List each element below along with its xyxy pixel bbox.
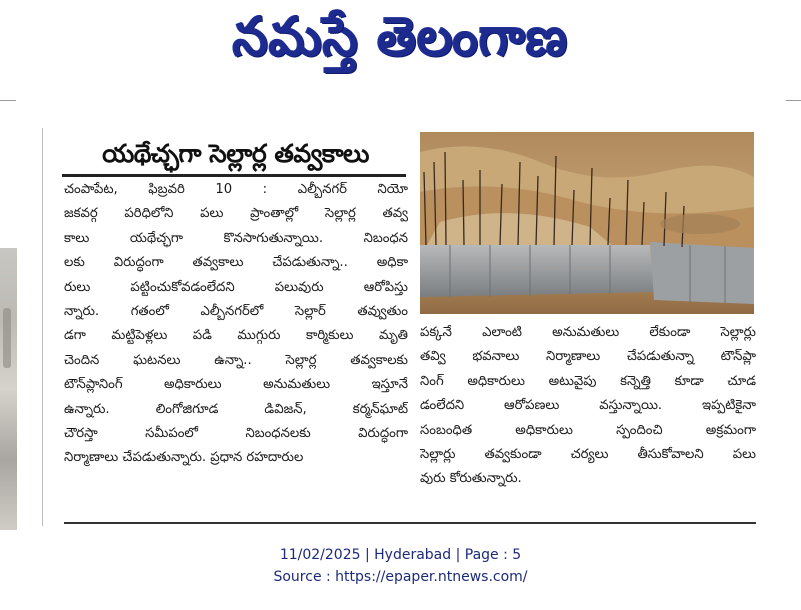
article-text-line: సంబంధిత అధికారులు స్పందించి అక్రమంగా — [420, 422, 756, 438]
adjacent-clipping-image — [0, 248, 17, 530]
article-text-line: చౌరస్తా సమీపంలో నిబంధనలకు విరుద్ధంగా — [64, 426, 408, 442]
article-text-line: సెల్లార్లు తవ్వకుండా చర్యలు తీసుకోవాలని పలు — [420, 447, 756, 463]
article-text-line: డగా మట్టిపెళ్లలు పడి ముగ్గురు కార్మికులు మృతి — [64, 328, 408, 344]
article-text-line: తవ్వి భవనాలు నిర్మాణాలు చేపడుతున్నా టౌన్‌ప్లా — [420, 349, 756, 365]
article-text-line: వురు కోరుతున్నారు. — [420, 471, 522, 487]
headline-underline — [62, 174, 406, 177]
article-bottom-rule — [64, 522, 756, 524]
article-photo — [420, 132, 754, 314]
article-text-line: టౌన్‌ప్లానింగ్ అధికారులు అనుమతులు ఇస్తూనే — [64, 377, 408, 393]
source-link[interactable]: Source : https://epaper.ntnews.com/ — [273, 569, 528, 585]
article-text-line: డంలేదని ఆరోపణలు వస్తున్నాయి. ఇప్పటికైనా — [420, 398, 756, 414]
masthead-title: నమస్తే తెలంగాణ — [232, 4, 569, 68]
article-text-line: పక్కనే ఎలాంటి అనుమతులు లేకుండా సెల్లార్లు — [420, 325, 756, 340]
article-text-line: రులు పట్టించుకోవడంలేదని పలువురు ఆరోపిస్తు — [64, 279, 408, 295]
divider — [0, 100, 16, 101]
masthead — [0, 4, 801, 78]
excavation-photo-icon — [420, 132, 754, 314]
article-text-line: చెందిన ఘటనలు ఉన్నా.. సెల్లార్ల తవ్వకాలకు — [64, 352, 408, 368]
edition-info: 11/02/2025 | Hyderabad | Page : 5 — [279, 547, 522, 563]
article-text-line: లకు విరుద్ధంగా తవ్వకాలు చేపడుతున్నా.. అధికా — [64, 255, 408, 271]
article-text-line: చంపాపేట, ఫిబ్రవరి 10 : ఎల్బీనగర్ నియో — [64, 182, 408, 197]
article-text-line: కాలు యథేచ్ఛగా కొనసాగుతున్నాయి. నిబంధన — [64, 230, 408, 246]
article-text-line: న్నారు. గతంలో ఎల్బీనగర్‌లో సెల్లార్ తవ్వుతుం — [64, 304, 408, 320]
article-text-line: ఉన్నారు. లింగోజిగూడ డివిజన్, కర్మన్‌ఘాట్ — [64, 401, 408, 417]
article-headline: యథేచ్ఛగా సెల్లార్ల తవ్వకాలు — [102, 139, 369, 168]
article-text-line: నింగ్ అధికారులు అటువైపు కన్నెత్తి కూడా చూడ — [420, 373, 756, 389]
news-clipping — [0, 100, 801, 530]
article-body-right-column — [420, 321, 756, 492]
article-text-line: జకవర్గ పరిధిలోని పలు ప్రాంతాల్లో సెల్లార్ల తవ్వ — [64, 206, 408, 222]
divider — [786, 100, 801, 101]
article-body-left-column — [64, 178, 408, 471]
article-text-line: నిర్మాణాలు చేపడుతున్నారు. ప్రధాన రహదారుల — [64, 450, 304, 466]
page-footer — [0, 544, 801, 588]
